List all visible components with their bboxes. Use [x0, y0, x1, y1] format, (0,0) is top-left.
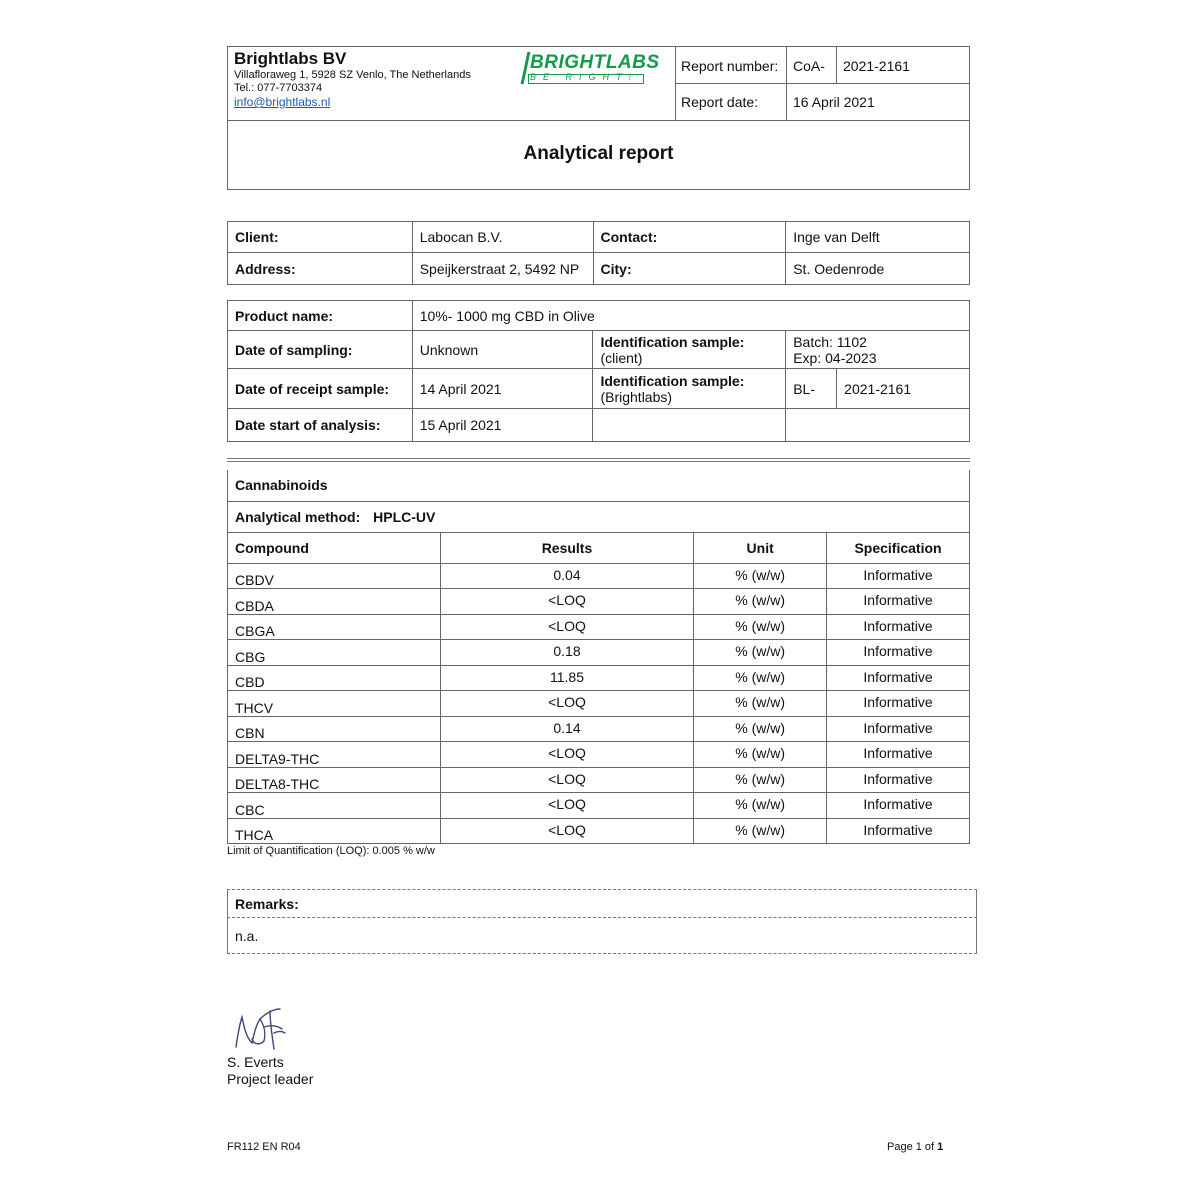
section-title: Cannabinoids	[228, 470, 970, 501]
table-row	[228, 563, 970, 589]
result-cell: 0.14	[440, 716, 694, 742]
unit-cell: % (w/w)	[694, 793, 827, 819]
specification-cell: Informative	[827, 589, 970, 615]
divider	[786, 47, 787, 121]
exp-value: Exp: 04-2023	[793, 349, 877, 366]
address-value: Speijkerstraat 2, 5492 NP	[412, 253, 593, 285]
divider	[836, 47, 837, 84]
table-header-row	[228, 532, 970, 563]
result-cell: <LOQ	[440, 742, 694, 768]
table-row	[228, 716, 970, 742]
id-sample-bl-cell	[593, 369, 786, 409]
divider	[227, 461, 970, 462]
divider	[227, 890, 228, 953]
page-total: 1	[937, 1141, 944, 1153]
receipt-date-label: Date of receipt sample:	[228, 369, 413, 409]
bl-prefix: BL-	[786, 369, 837, 409]
unit-cell: % (w/w)	[694, 742, 827, 768]
remarks-label: Remarks:	[235, 896, 299, 912]
contact-value: Inge van Delft	[786, 222, 970, 253]
col-compound: Compound	[228, 532, 441, 563]
id-sample-client-sub: (client)	[600, 349, 643, 366]
product-name-value: 10%- 1000 mg CBD in Olive	[412, 301, 969, 331]
unit-cell: % (w/w)	[694, 665, 827, 691]
batch-cell	[786, 331, 970, 369]
compound-cell: CBDV	[228, 563, 441, 589]
result-cell: 11.85	[440, 665, 694, 691]
specification-cell: Informative	[827, 691, 970, 717]
compound-cell: DELTA8-THC	[228, 767, 441, 793]
divider	[227, 917, 977, 918]
unit-cell: % (w/w)	[694, 767, 827, 793]
report-number-value: 2021-2161	[843, 58, 910, 74]
unit-cell: % (w/w)	[694, 716, 827, 742]
id-sample-bl-sub: (Brightlabs)	[600, 388, 673, 405]
product-name-label: Product name:	[228, 301, 413, 331]
compound-cell: THCV	[228, 691, 441, 717]
specification-cell: Informative	[827, 716, 970, 742]
compound-cell: CBGA	[228, 614, 441, 640]
page-title: Analytical report	[523, 143, 674, 164]
method-label: Analytical method:	[235, 508, 361, 525]
company-tel: Tel.: 077-7703374	[234, 82, 323, 94]
city-label: City:	[593, 253, 786, 285]
signature-image	[230, 1003, 288, 1053]
unit-cell: % (w/w)	[694, 563, 827, 589]
company-address: Villafloraweg 1, 5928 SZ Venlo, The Netherlands	[234, 69, 471, 81]
client-label: Client:	[228, 222, 413, 253]
result-cell: <LOQ	[440, 767, 694, 793]
report-header	[227, 46, 970, 190]
result-cell: 0.18	[440, 640, 694, 666]
start-date-value: 15 April 2021	[412, 409, 593, 442]
specification-cell: Informative	[827, 614, 970, 640]
product-table	[227, 300, 970, 442]
table-row	[228, 665, 970, 691]
result-cell: <LOQ	[440, 691, 694, 717]
start-date-label: Date start of analysis:	[228, 409, 413, 442]
specification-cell: Informative	[827, 767, 970, 793]
city-value: St. Oedenrode	[786, 253, 970, 285]
unit-cell: % (w/w)	[694, 640, 827, 666]
method-value: HPLC-UV	[373, 508, 436, 525]
bl-value: 2021-2161	[837, 369, 970, 409]
company-email-link[interactable]: info@brightlabs.nl	[234, 95, 331, 109]
client-table	[227, 221, 970, 285]
method-cell	[228, 501, 970, 532]
divider	[228, 120, 969, 121]
result-cell: 0.04	[440, 563, 694, 589]
report-number-label: Report number:	[681, 58, 779, 74]
id-sample-bl-label: Identification sample:	[600, 372, 745, 389]
compound-cell: DELTA9-THC	[228, 742, 441, 768]
page-number	[887, 1141, 943, 1153]
compound-cell: CBD	[228, 665, 441, 691]
table-row	[228, 767, 970, 793]
company-name: Brightlabs BV	[234, 49, 347, 68]
table-row	[228, 640, 970, 666]
sampling-date-value: Unknown	[412, 331, 593, 369]
empty-cell	[593, 409, 786, 442]
compound-cell: CBN	[228, 716, 441, 742]
result-cell: <LOQ	[440, 614, 694, 640]
unit-cell: % (w/w)	[694, 691, 827, 717]
result-cell: <LOQ	[440, 793, 694, 819]
cannabinoids-table	[227, 470, 970, 844]
id-sample-client-label: Identification sample:	[600, 333, 745, 350]
remarks-box	[227, 889, 977, 954]
remarks-value: n.a.	[235, 928, 259, 944]
receipt-date-value: 14 April 2021	[412, 369, 593, 409]
table-row	[228, 818, 970, 844]
specification-cell: Informative	[827, 818, 970, 844]
empty-cell	[786, 409, 970, 442]
id-sample-client-cell	[593, 331, 786, 369]
divider	[227, 458, 970, 459]
divider	[976, 890, 977, 953]
divider	[675, 83, 969, 84]
form-code: FR112 EN R04	[227, 1141, 301, 1153]
compound-cell: CBC	[228, 793, 441, 819]
table-row	[228, 742, 970, 768]
report-date-label: Report date:	[681, 94, 759, 110]
specification-cell: Informative	[827, 563, 970, 589]
col-results: Results	[440, 532, 694, 563]
specification-cell: Informative	[827, 793, 970, 819]
logo-word: BRIGHTLABS	[530, 52, 660, 73]
contact-label: Contact:	[593, 222, 786, 253]
table-row	[228, 614, 970, 640]
unit-cell: % (w/w)	[694, 818, 827, 844]
signer-role: Project leader	[227, 1071, 314, 1087]
unit-cell: % (w/w)	[694, 589, 827, 615]
report-date-value: 16 April 2021	[793, 94, 875, 110]
col-specification: Specification	[827, 532, 970, 563]
batch-value: Batch: 1102	[793, 333, 867, 350]
compound-cell: THCA	[228, 818, 441, 844]
brightlabs-logo	[524, 52, 660, 86]
divider	[675, 47, 676, 121]
table-row	[228, 691, 970, 717]
client-value: Labocan B.V.	[412, 222, 593, 253]
compound-cell: CBDA	[228, 589, 441, 615]
specification-cell: Informative	[827, 742, 970, 768]
col-unit: Unit	[694, 532, 827, 563]
compound-cell: CBG	[228, 640, 441, 666]
address-label: Address:	[228, 253, 413, 285]
report-number-prefix: CoA-	[793, 58, 825, 74]
table-row	[228, 589, 970, 615]
table-row	[228, 793, 970, 819]
logo-tagline: BE RIGHT!	[530, 72, 639, 82]
unit-cell: % (w/w)	[694, 614, 827, 640]
result-cell: <LOQ	[440, 589, 694, 615]
specification-cell: Informative	[827, 665, 970, 691]
sampling-date-label: Date of sampling:	[228, 331, 413, 369]
signer-name: S. Everts	[227, 1054, 284, 1070]
loq-note: Limit of Quantification (LOQ): 0.005 % w/w	[227, 845, 435, 857]
page-prefix: Page 1 of	[887, 1141, 938, 1153]
result-cell: <LOQ	[440, 818, 694, 844]
specification-cell: Informative	[827, 640, 970, 666]
